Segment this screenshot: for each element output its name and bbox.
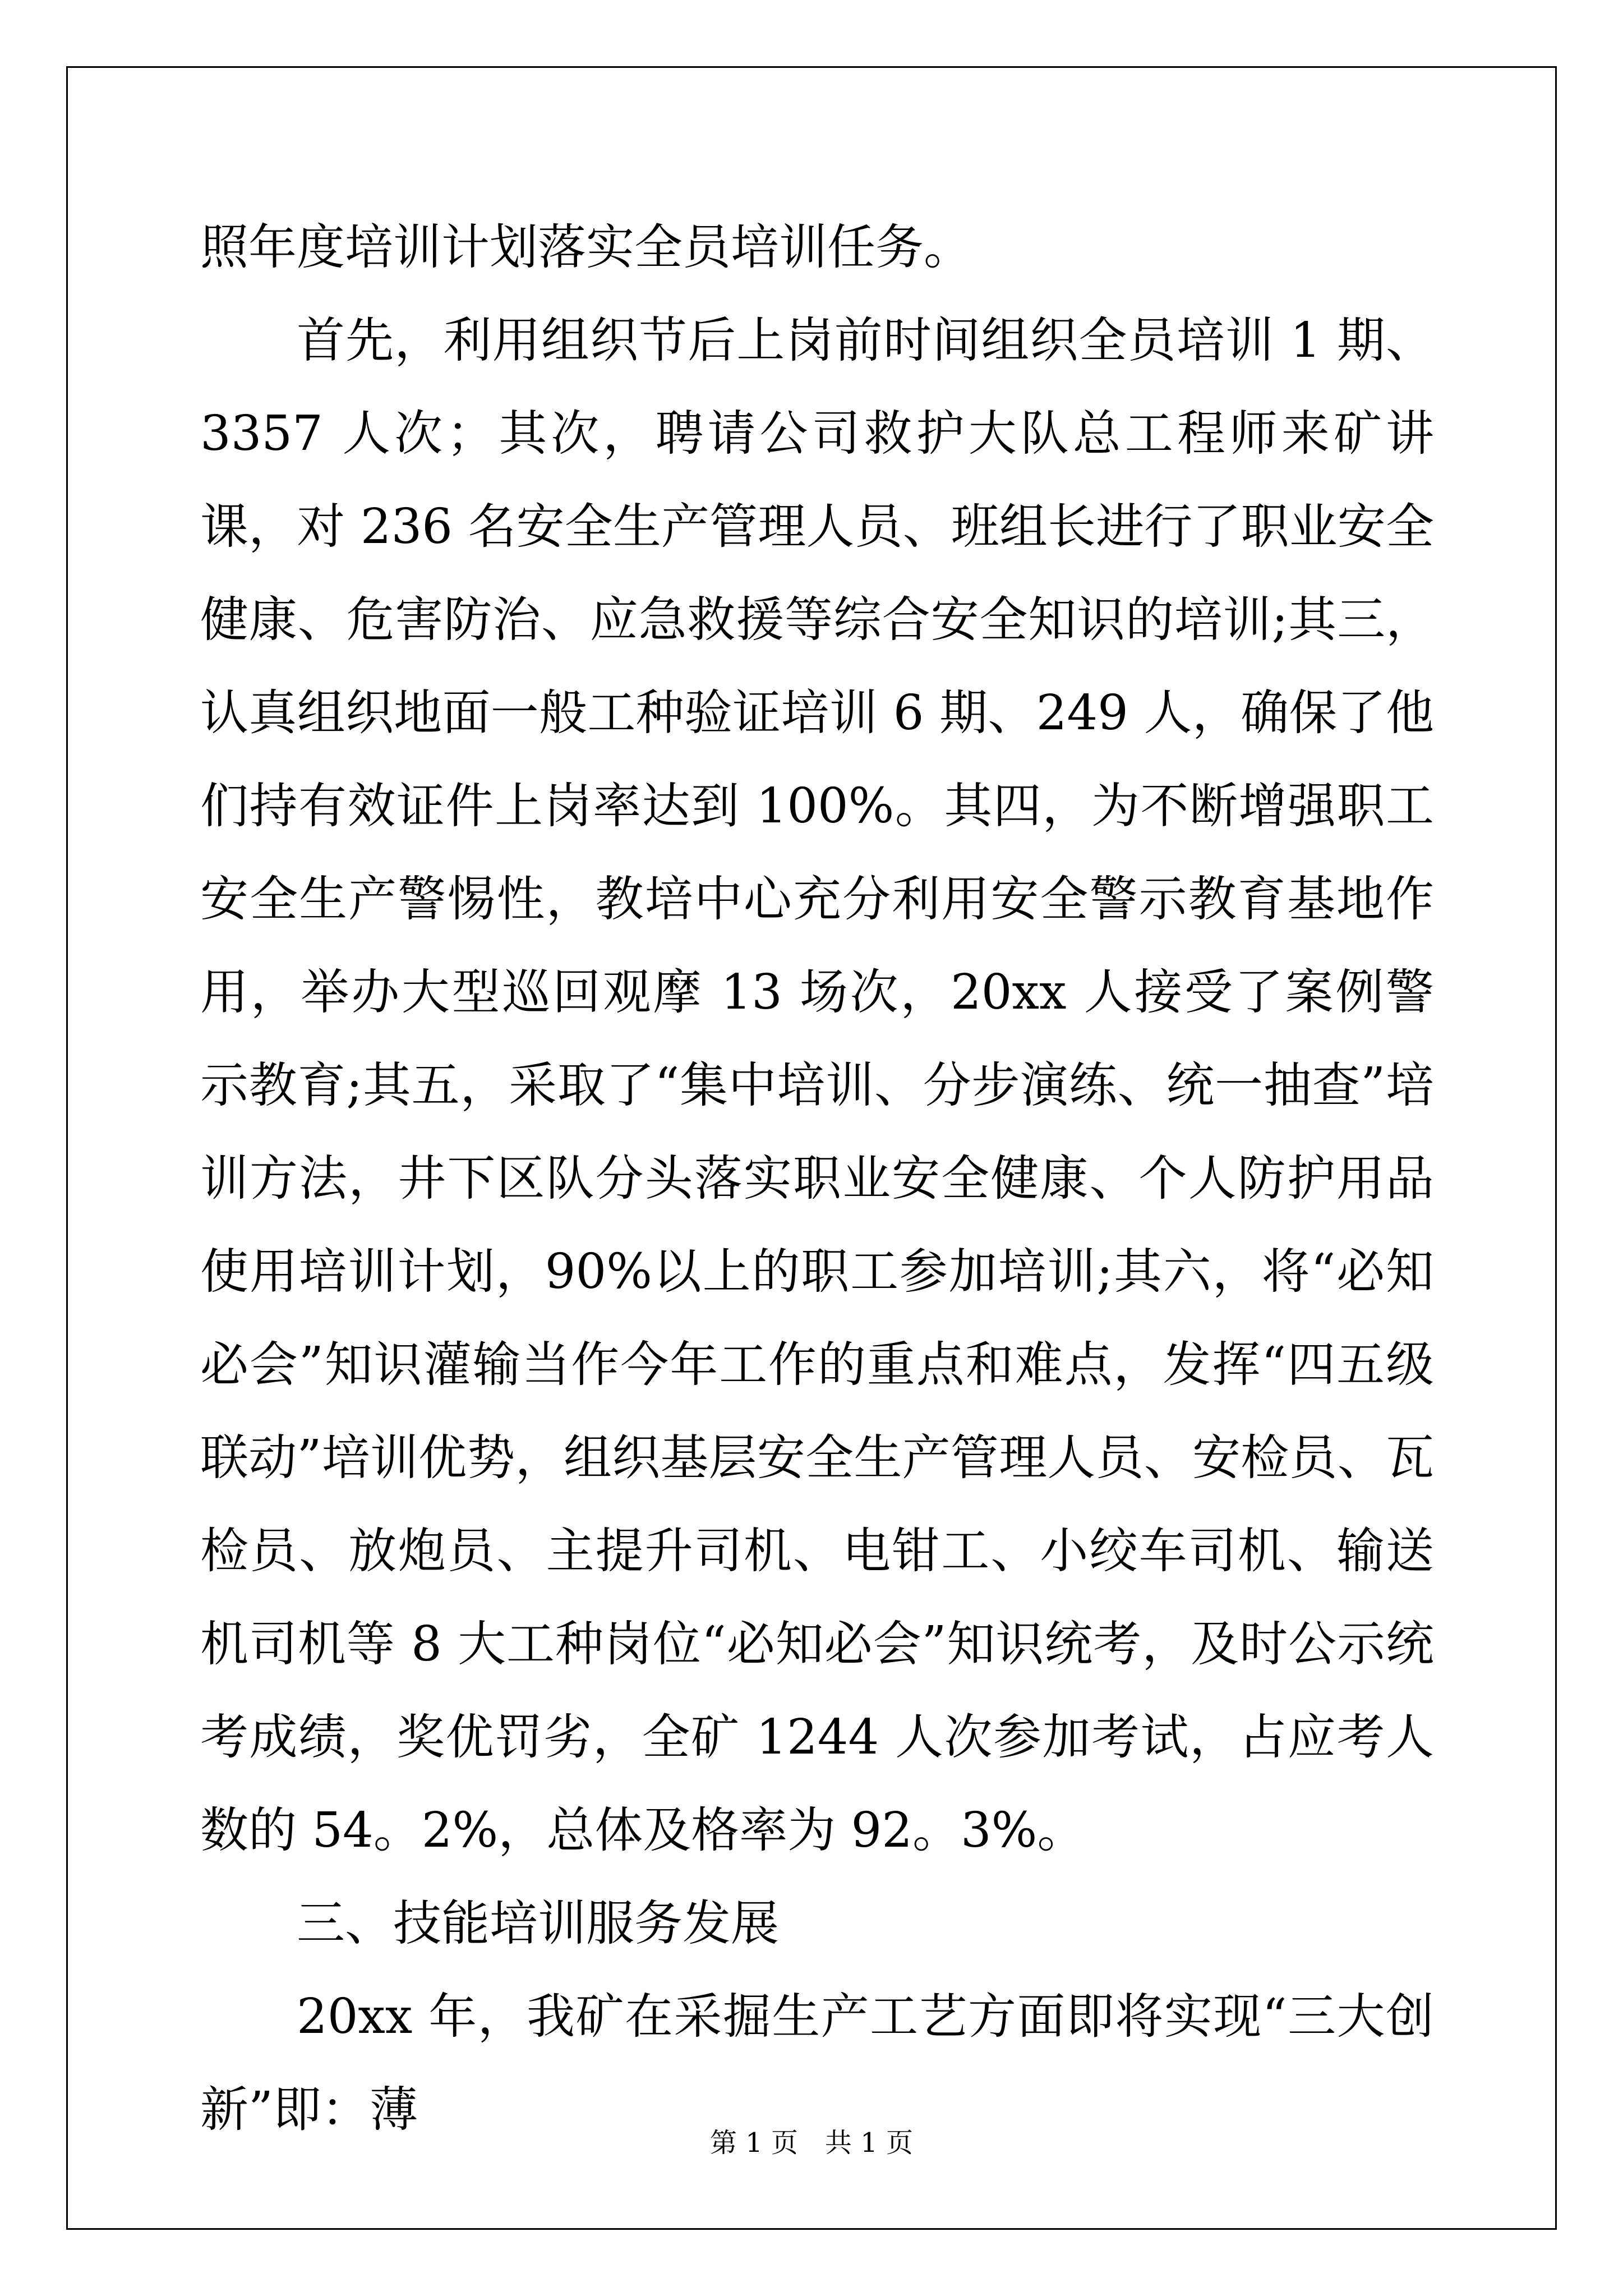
document-body (200, 201, 1434, 2156)
paragraph-training-details: 首先，利用组织节后上岗前时间组织全员培训 1 期、3357 人次；其次，聘请公司救护大队总工程师来矿讲课，对 236 名安全生产管理人员、班组长进行了职业安全健康、危害防治、应急救援等综合安全知识的培训;其三，认真组织地面一般工种验证培训 6 期、249 人，确保了他们持有效证件上岗率达到 100%。其四，为不断增强职工安全生产警惕性，教培中心充分利用安全警示教育基地作用，举办大型巡回观摩 13 场次，20xx 人接受了案例警示教育;其五，采取了“集中培训、分步演练、统一抽查”培训方法，井下区队分头落实职业安全健康、个人防护用品使用培训计划，90%以上的职工参加培训;其六，将“必知必会”知识灌输当作今年工作的重点和难点，发挥“四五级联动”培训优势，组织基层安全生产管理人员、安检员、瓦检员、放炮员、主提升司机、电钳工、小绞车司机、输送机司机等 8 大工种岗位“必知必会”知识统考，及时公示统考成绩，奖优罚劣，全矿 1244 人次参加考试，占应考人数的 54。2%，总体及格率为 92。3%。 (200, 312, 1434, 1858)
section-heading-skills-training: 三、技能培训服务发展 (297, 1895, 779, 1952)
paragraph-continuation: 照年度培训计划落实全员培训任务。 (200, 219, 972, 275)
page-footer: 第 1 页 共 1 页 (709, 2127, 914, 2159)
paragraph-innovation-intro: 20xx 年，我矿在采掘生产工艺方面即将实现“三大创新”即：薄 (200, 1989, 1434, 2138)
